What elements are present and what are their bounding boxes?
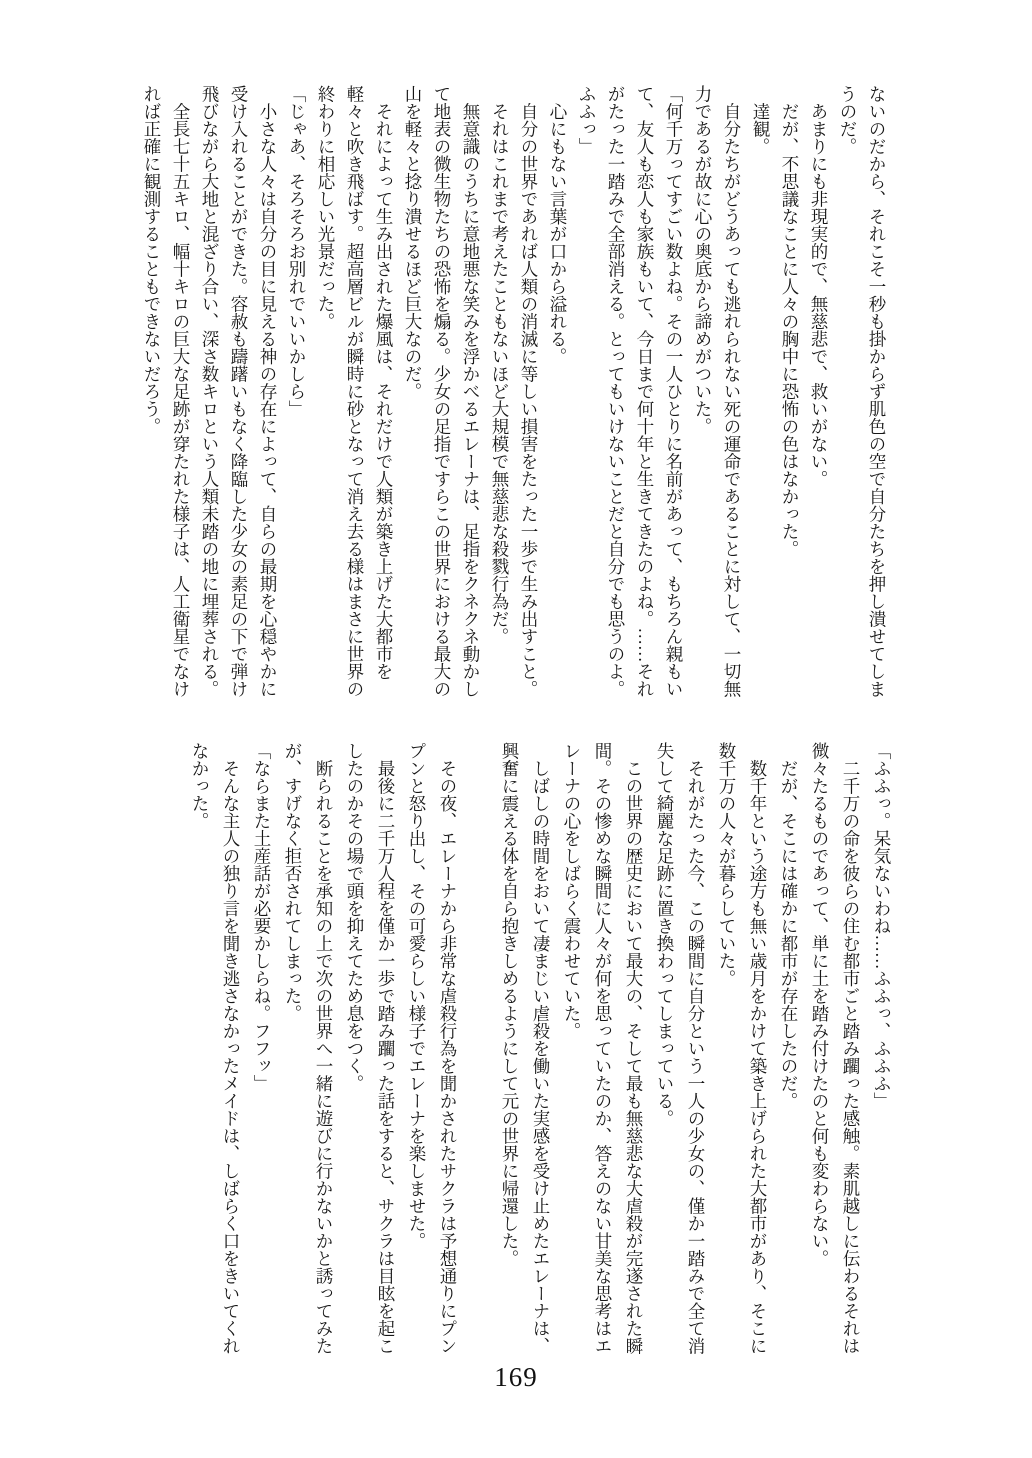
- text-column: が、すげなく拒否されてしまった。: [283, 742, 303, 1022]
- text-column: 二千万の命を彼らの住む都市ごと踏み躙った感触。素肌越しに伝わるそれは: [841, 742, 861, 1355]
- text-column: なかった。: [190, 742, 210, 830]
- text-column: ないのだから、それこそ一秒も掛からず肌色の空で自分たちを押し潰せてしま: [867, 85, 887, 698]
- text-column: 力であるが故に心の奥底から諦めがついた。: [693, 85, 713, 435]
- text-column: て、友人も恋人も家族もいて、今日まで何十年と生きてきたのよね。……それ: [635, 85, 655, 698]
- text-column: て地表の微生物たちの恐怖を煽る。少女の足指ですらこの世界における最大の: [432, 85, 452, 698]
- text-column: 無意識のうちに意地悪な笑みを浮かべるエレーナは、足指をクネクネ動かし: [461, 85, 481, 698]
- text-column: 失して綺麗な足跡に置き換わってしまっている。: [655, 742, 675, 1127]
- text-column: 自分の世界であれば人類の消滅に等しい損害をたった一歩で生み出すこと。: [519, 85, 539, 698]
- text-column: れば正確に観測することもできないだろう。: [142, 85, 162, 435]
- text-column: [463, 742, 494, 1366]
- text-column: 心にもない言葉が口から溢れる。: [548, 85, 568, 365]
- text-column: レーナの心をしばらく震わせていた。: [562, 742, 582, 1040]
- text-column: 終わりに相応しい光景だった。: [316, 85, 336, 330]
- text-column: 数千万の人々が暮らしていた。: [717, 742, 737, 987]
- text-column: 興奮に震える体を自ら抱きしめるようにして元の世界に帰還した。: [500, 742, 520, 1267]
- text-column: がたった一踏みで全部消える。とってもいけないことだと自分でも思うのよ。: [606, 85, 626, 698]
- text-column: それがたった今、この瞬間に自分という一人の少女の、僅か一踏みで全て消: [686, 742, 706, 1355]
- text-column: 数千年という途方も無い歳月をかけて築き上げられた大都市があり、そこに: [748, 742, 768, 1355]
- text-column: 自分たちがどうあっても逃れられない死の運命であることに対して、一切無: [722, 85, 742, 698]
- text-column: 「じゃあ、そろそろお別れでいいかしら」: [287, 85, 307, 418]
- text-column: 飛びながら大地と混ざり合い、深さ数キロという人類未踏の地に埋葬される。: [200, 85, 220, 698]
- text-column: そんな主人の独り言を聞き逃さなかったメイドは、しばらく口をきいてくれ: [221, 742, 241, 1355]
- text-column: 小さな人々は自分の目に見える神の存在によって、自らの最期を心穏やかに: [258, 85, 278, 698]
- page-number: 169: [494, 1362, 538, 1392]
- text-column: 「何千万ってすごい数よね。その一人ひとりに名前があって、もちろん親もい: [664, 85, 684, 698]
- text-column: だが、不思議なことに人々の胸中に恐怖の色はなかった。: [780, 85, 800, 558]
- text-column: 達観。: [751, 85, 771, 155]
- text-column: 断られることを承知の上で次の世界へ一緒に遊びに行かないかと誘ってみた: [314, 742, 334, 1355]
- text-column: それはこれまで考えたこともないほど大規模で無慈悲な殺戮行為だ。: [490, 85, 510, 645]
- text-column: 微々たるものであって、単に土を踏み付けたのと何も変わらない。: [810, 742, 830, 1267]
- text-column: 間。その惨めな瞬間に人々が何を思っていたのか、答えのない甘美な思考はエ: [593, 742, 613, 1355]
- text-column: うのだ。: [838, 85, 858, 155]
- text-column: 「ならまた土産話が必要かしらね。フフッ」: [252, 742, 272, 1092]
- text-column: したのかその場で頭を抑えてため息をつく。: [345, 742, 365, 1092]
- text-column: プンと怒り出し、その可愛らしい様子でエレーナを楽しませた。: [407, 742, 427, 1250]
- bottom-text-block: [184, 742, 897, 1366]
- text-column: だが、そこには確かに都市が存在したのだ。: [779, 742, 799, 1110]
- text-column: 最後に二千万人程を僅か一歩で踏み躙った話をすると、サクラは目眩を起こ: [376, 742, 396, 1355]
- text-column: それによって生み出された爆風は、それだけで人類が築き上げた大都市を: [374, 85, 394, 680]
- text-column: 受け入れることができた。容赦も躊躇いもなく降臨した少女の素足の下で弾け: [229, 85, 249, 698]
- text-column: 軽々と吹き飛ばす。超高層ビルが瞬時に砂となって消え去る様はまさに世界の: [345, 85, 365, 698]
- text-column: あまりにも非現実的で、無慈悲で、救いがない。: [809, 85, 829, 488]
- top-text-block: [137, 85, 891, 709]
- text-column: しばしの時間をおいて凄まじい虐殺を働いた実感を受け止めたエレーナは、: [531, 742, 551, 1355]
- text-column: 「ふふっ。呆気ないわね……ふふっ、ふふふ」: [872, 742, 892, 1110]
- text-column: 全長七十五キロ、幅十キロの巨大な足跡が穿たれた様子は、人工衛星でなけ: [171, 85, 191, 698]
- text-column: この世界の歴史において最大の、そして最も無慈悲な大虐殺が完遂された瞬: [624, 742, 644, 1355]
- text-column: 山を軽々と捻り潰せるほど巨大なのだ。: [403, 85, 423, 400]
- text-column: その夜、エレーナから非常な虐殺行為を聞かされたサクラは予想通りにプン: [438, 742, 458, 1355]
- text-column: ふふっ」: [577, 85, 597, 155]
